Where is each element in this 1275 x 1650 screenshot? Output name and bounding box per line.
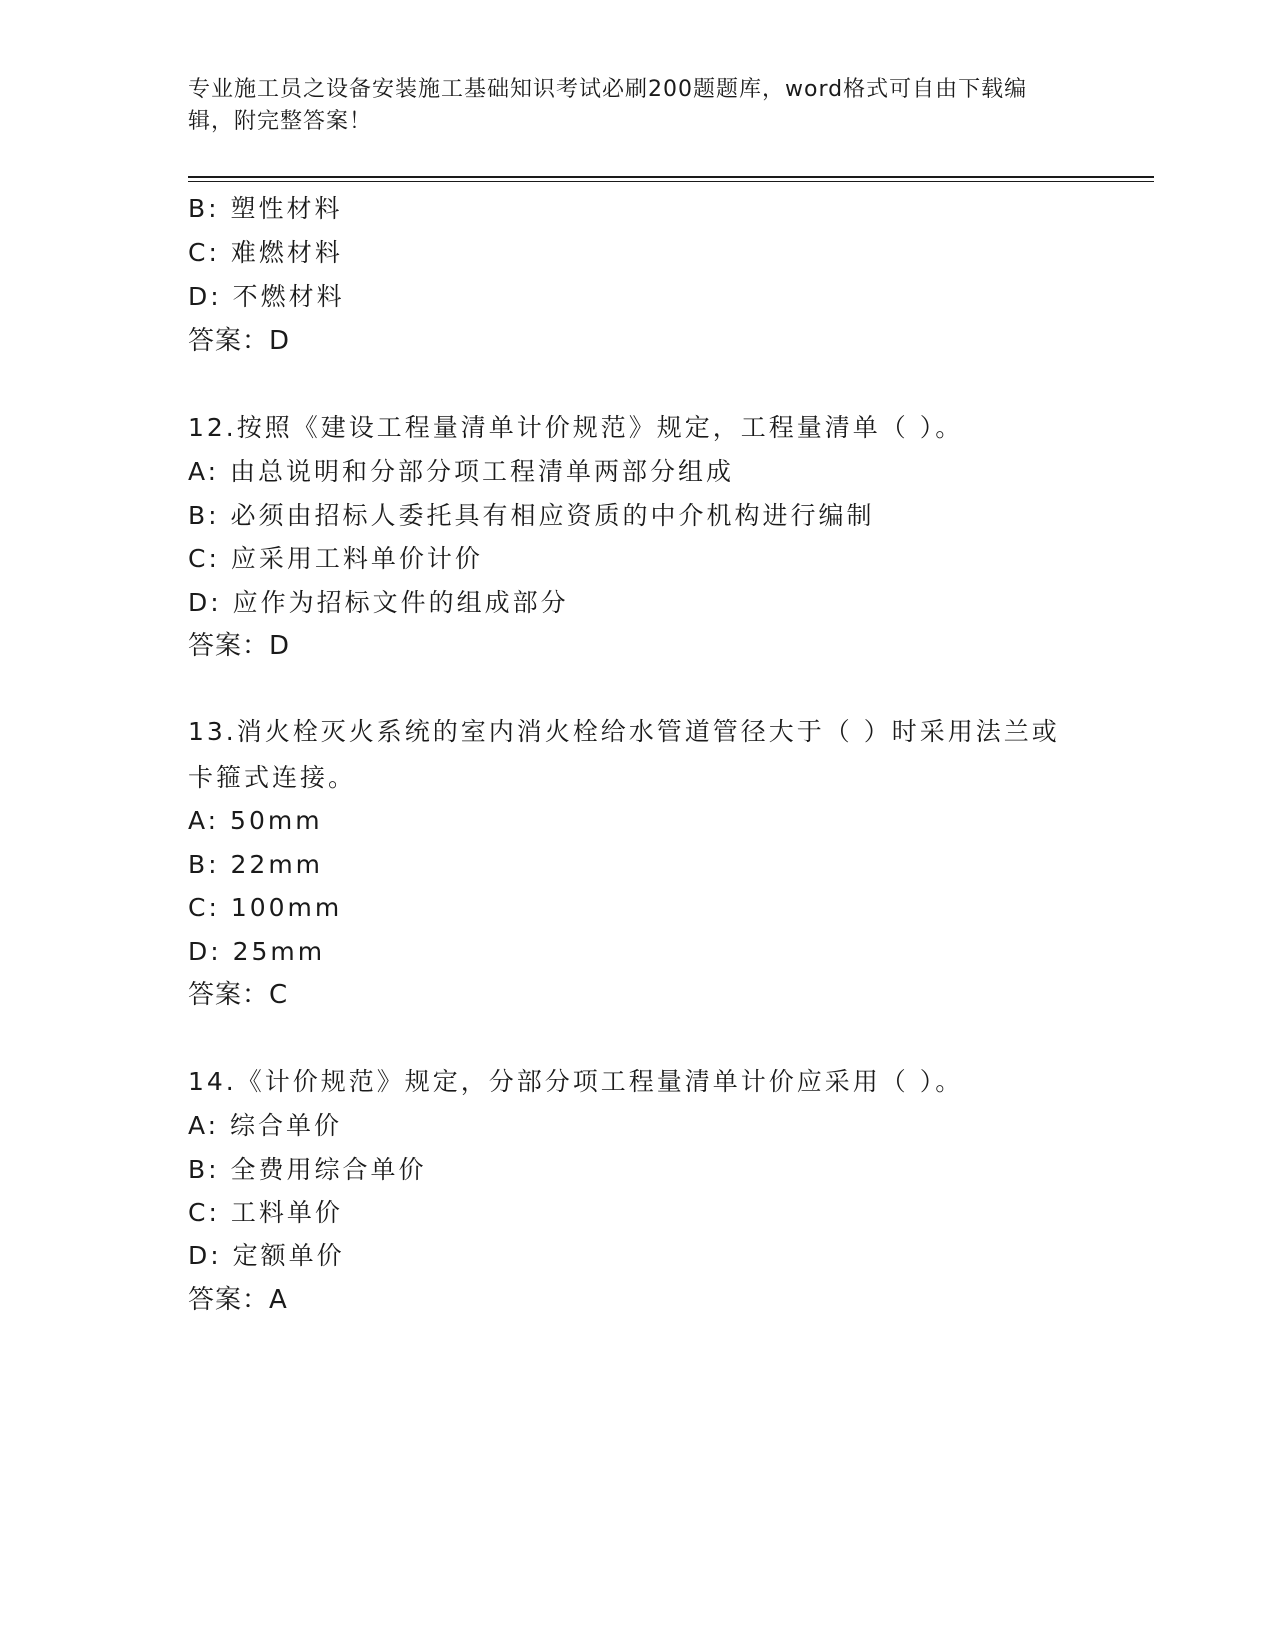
q12-option-d: D: 应作为招标文件的组成部分 xyxy=(188,588,569,617)
q12-option-b: B: 必须由招标人委托具有相应资质的中介机构进行编制 xyxy=(188,501,875,530)
q13-option-d: D: 25mm xyxy=(188,937,326,966)
q11-option-c: C: 难燃材料 xyxy=(188,238,343,267)
q13-stem: 13.消火栓灭火系统的室内消火栓给水管道管径大于（ ）时采用法兰或卡箍式连接。 xyxy=(188,717,1060,792)
header-divider-top xyxy=(188,176,1154,178)
q13-option-c: C: 100mm xyxy=(188,893,343,922)
document-header: 专业施工员之设备安装施工基础知识考试必刷200题题库，word格式可自由下载编辑，附完整答案！ xyxy=(188,77,1028,134)
q14-option-c: C: 工料单价 xyxy=(188,1198,343,1227)
q13-option-a: A: 50mm xyxy=(188,806,323,835)
q12-option-c: C: 应采用工料单价计价 xyxy=(188,544,483,573)
header-divider-bottom xyxy=(188,181,1154,182)
q14-option-b: B: 全费用综合单价 xyxy=(188,1155,427,1184)
q12-answer: 答案：D xyxy=(188,631,291,661)
q14-option-a: A: 综合单价 xyxy=(188,1111,343,1140)
q11-option-b: B: 塑性材料 xyxy=(188,194,343,223)
q11-answer: 答案：D xyxy=(188,326,291,356)
q14-answer: 答案：A xyxy=(188,1285,288,1315)
q12-option-a: A: 由总说明和分部分项工程清单两部分组成 xyxy=(188,457,735,486)
q14-option-d: D: 定额单价 xyxy=(188,1241,345,1270)
q14-stem: 14.《计价规范》规定，分部分项工程量清单计价应采用（ ）。 xyxy=(188,1067,964,1096)
q13-answer: 答案：C xyxy=(188,980,289,1010)
q11-option-d: D: 不燃材料 xyxy=(188,282,345,311)
q13-option-b: B: 22mm xyxy=(188,850,324,879)
q12-stem: 12.按照《建设工程量清单计价规范》规定，工程量清单（ ）。 xyxy=(188,413,964,442)
